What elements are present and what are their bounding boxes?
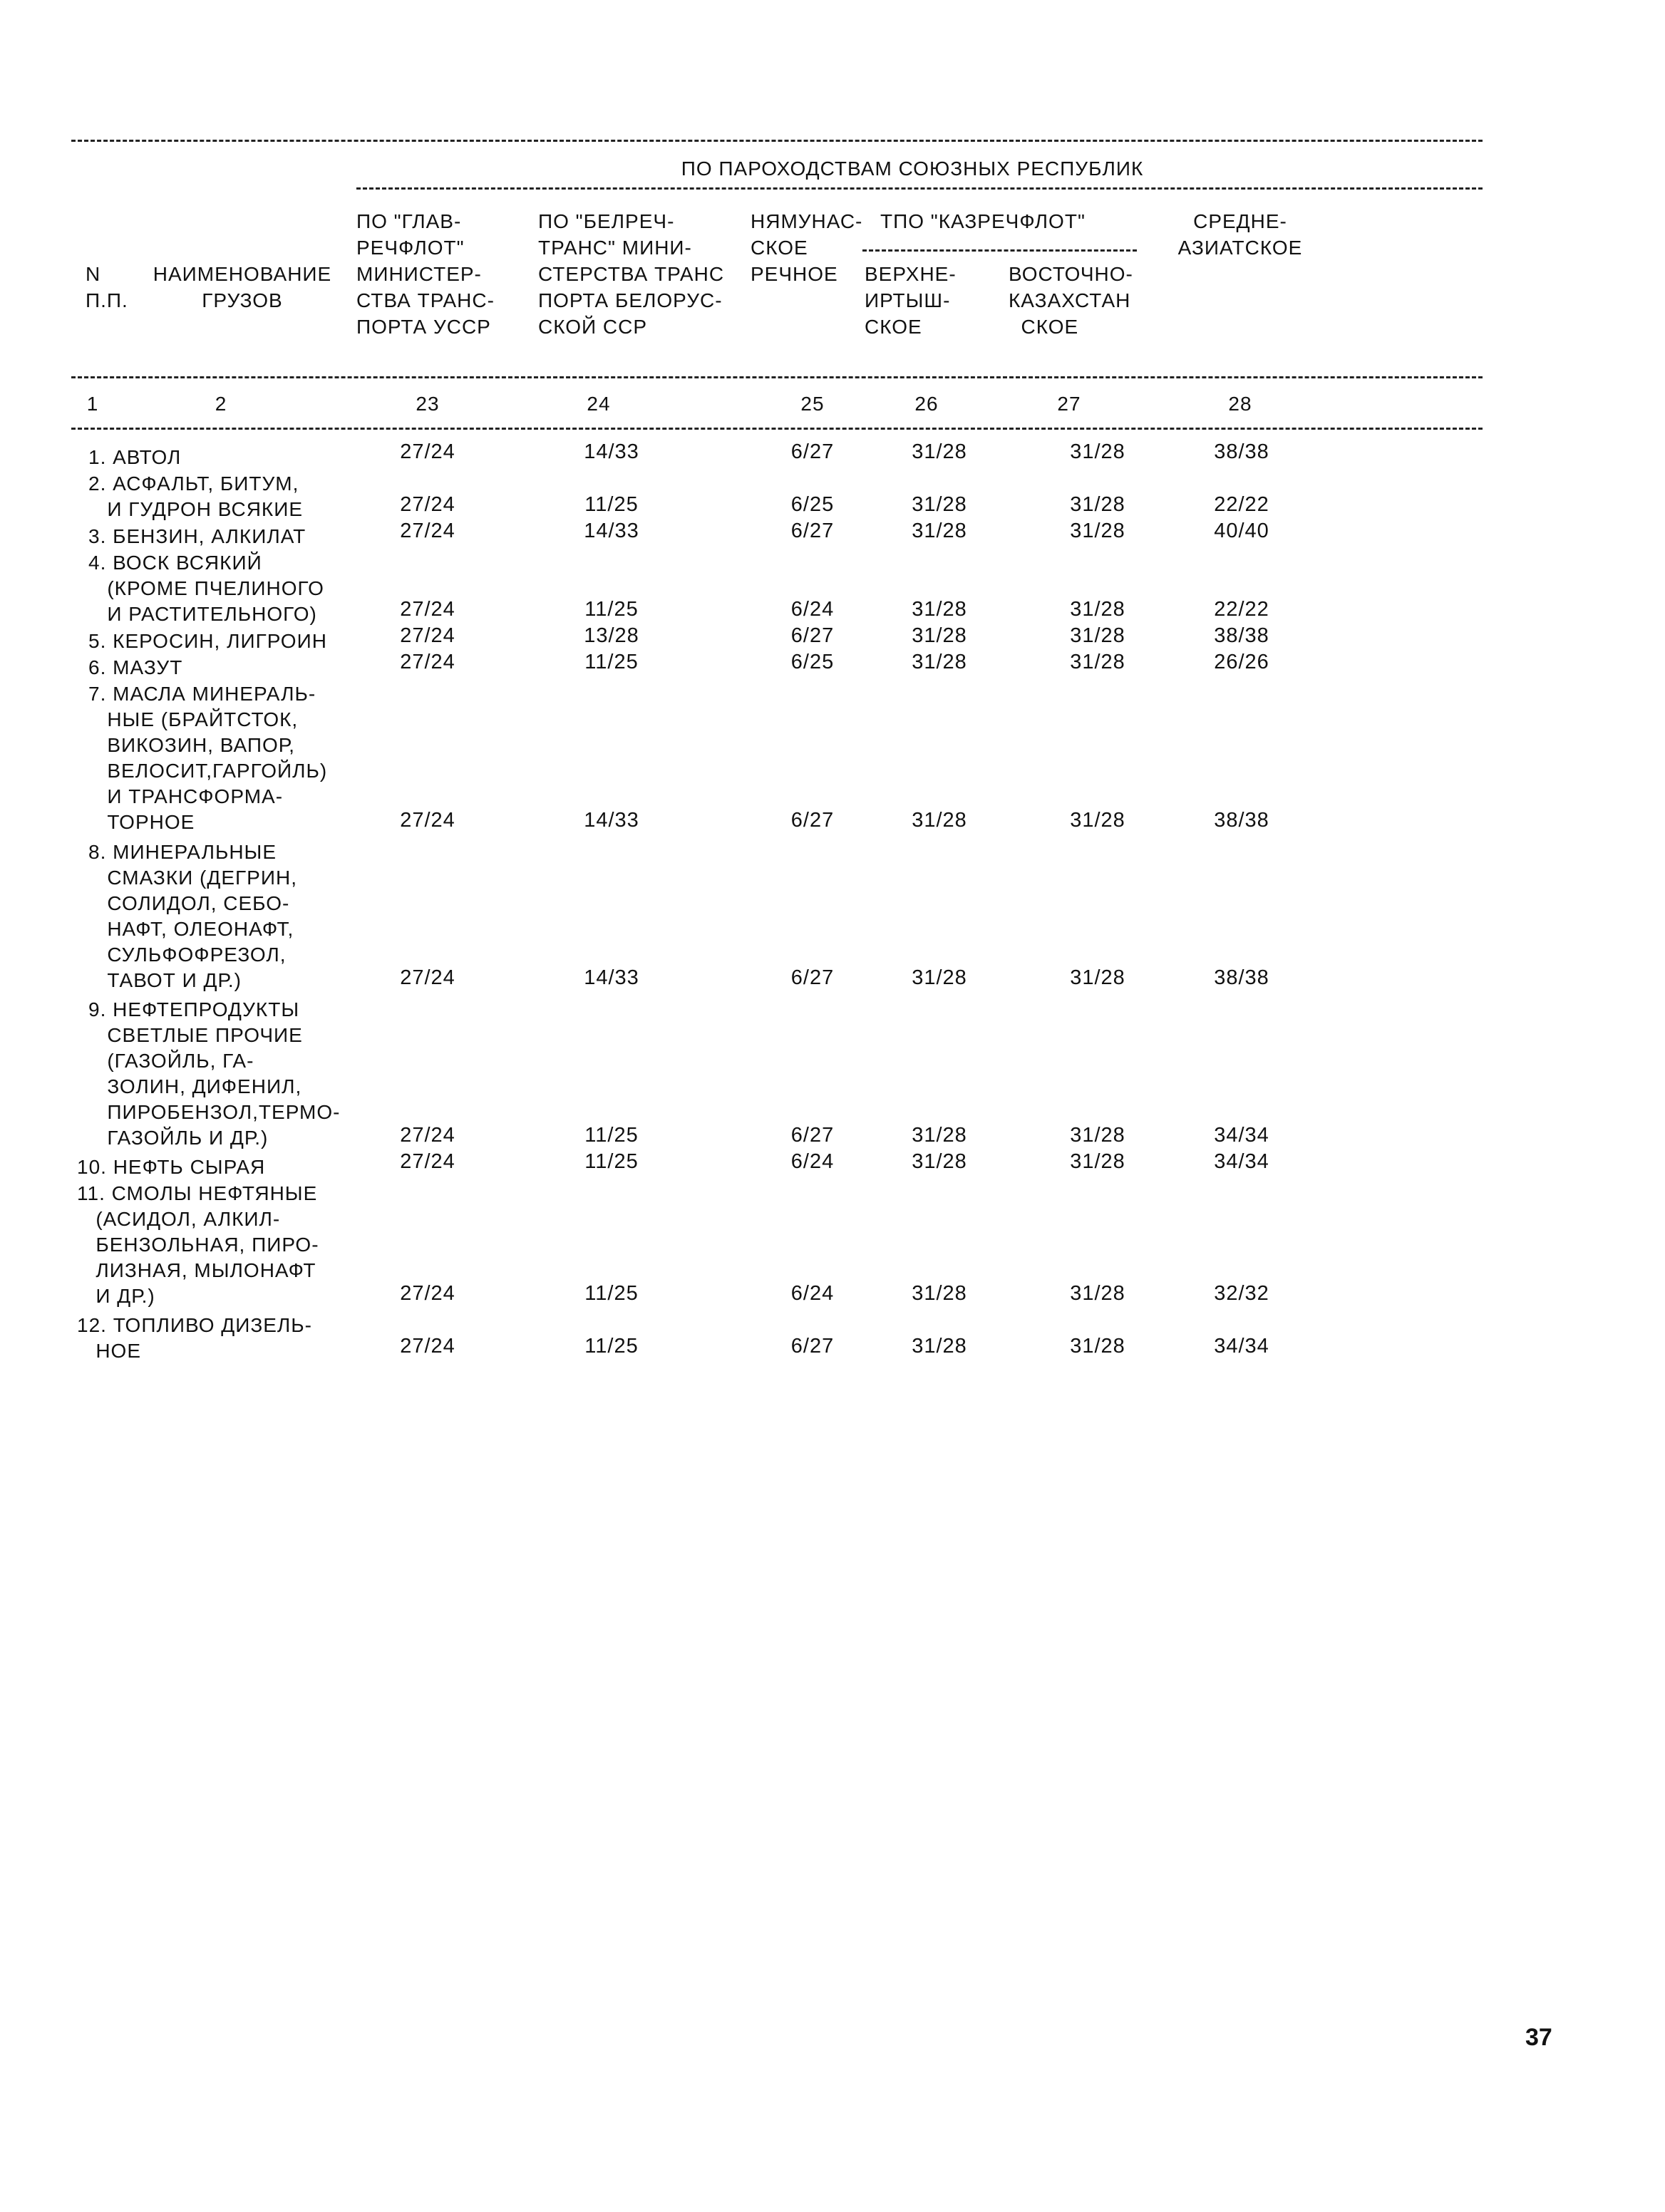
row-name: 2. АСФАЛЬТ, БИТУМ, И ГУДРОН ВСЯКИЕ <box>88 472 304 520</box>
col-header-23: ПО "ГЛАВ- РЕЧФЛОТ" МИНИСТЕР- СТВА ТРАНС- ПОРТА УССР <box>356 210 495 338</box>
row-name: 8. МИНЕРАЛЬНЫЕ СМАЗКИ (ДЕГРИН, СОЛИДОЛ, СЕБО- НАФТ, ОЛЕОНАФТ, СУЛЬФОФРЕЗОЛ, ТАВОТ И ДР.) <box>88 840 297 991</box>
cell-col-24: 14/33 <box>584 440 639 463</box>
cell-col-26: 31/28 <box>912 966 967 989</box>
cell-col-28: 34/34 <box>1214 1334 1269 1358</box>
cell-col-26: 31/28 <box>912 1124 967 1147</box>
cell-col-26: 31/28 <box>912 440 967 463</box>
cell-col-26: 31/28 <box>912 1150 967 1174</box>
page-number: 37 <box>1525 2024 1552 2051</box>
cell-col-25: 6/24 <box>790 1281 835 1305</box>
col-number: 24 <box>587 393 611 415</box>
cell-col-25: 6/27 <box>790 519 835 542</box>
cell-col-28: 34/34 <box>1214 1150 1269 1174</box>
cell-col-28: 22/22 <box>1214 492 1269 516</box>
col-number: 1 <box>86 393 99 415</box>
cell-col-23: 27/24 <box>400 966 455 989</box>
col-header-25: НЯМУНАС- СКОЕ РЕЧНОЕ <box>751 210 863 285</box>
col-number: 26 <box>914 393 939 415</box>
cell-col-27: 31/28 <box>1070 440 1125 463</box>
col-header-n: N П.П. <box>86 263 128 311</box>
row-name: 1. АВТОЛ <box>88 446 182 468</box>
cell-col-25: 6/27 <box>790 808 835 832</box>
cell-col-28: 32/32 <box>1214 1281 1269 1305</box>
group-title: ПО ПАРОХОДСТВАМ СОЮЗНЫХ РЕСПУБЛИК <box>681 157 1144 180</box>
cell-col-27: 31/28 <box>1070 966 1125 989</box>
cell-col-27: 31/28 <box>1070 1334 1125 1358</box>
row-name: 7. МАСЛА МИНЕРАЛЬ- НЫЕ (БРАЙТСТОК, ВИКОЗИН, ВАПОР, ВЕЛОСИТ,ГАРГОЙЛЬ) И ТРАНСФОРМА- ТОРНОЕ <box>88 683 328 834</box>
col-header-27: ВОСТОЧНО- КАЗАХСТАН СКОЕ <box>1009 263 1133 338</box>
cell-col-23: 27/24 <box>400 651 455 674</box>
cell-col-25: 6/27 <box>790 624 835 648</box>
cell-col-24: 11/25 <box>584 651 639 674</box>
cell-col-25: 6/27 <box>790 1334 835 1358</box>
cell-col-25: 6/25 <box>790 651 835 674</box>
cell-col-27: 31/28 <box>1070 492 1125 516</box>
cell-col-28: 26/26 <box>1214 651 1269 674</box>
cell-col-24: 11/25 <box>584 1334 639 1358</box>
cell-col-25: 6/25 <box>790 492 835 516</box>
cell-col-23: 27/24 <box>400 1150 455 1174</box>
cell-col-26: 31/28 <box>912 808 967 832</box>
cell-col-26: 31/28 <box>912 492 967 516</box>
cell-col-24: 14/33 <box>584 519 639 542</box>
cell-col-28: 38/38 <box>1214 808 1269 832</box>
cell-col-24: 14/33 <box>584 808 639 832</box>
cell-col-26: 31/28 <box>912 1334 967 1358</box>
cell-col-24: 13/28 <box>584 624 639 648</box>
cell-col-27: 31/28 <box>1070 519 1125 542</box>
col-header-name: НАИМЕНОВАНИЕ ГРУЗОВ <box>153 263 332 311</box>
cell-col-27: 31/28 <box>1070 1124 1125 1147</box>
col-number: 23 <box>416 393 440 415</box>
cell-col-23: 27/24 <box>400 808 455 832</box>
cell-col-28: 38/38 <box>1214 624 1269 648</box>
cell-col-28: 34/34 <box>1214 1124 1269 1147</box>
col-number: 28 <box>1228 393 1252 415</box>
cell-col-23: 27/24 <box>400 598 455 621</box>
col-number: 2 <box>215 393 227 415</box>
cell-col-27: 31/28 <box>1070 624 1125 648</box>
cell-col-25: 6/27 <box>790 966 835 989</box>
row-name: 9. НЕФТЕПРОДУКТЫ СВЕТЛЫЕ ПРОЧИЕ (ГАЗОЙЛЬ, ГА- ЗОЛИН, ДИФЕНИЛ, ПИРОБЕНЗОЛ,ТЕРМО- ГАЗОЙЛЬ И ДР.) <box>88 998 341 1149</box>
row-name: 3. БЕНЗИН, АЛКИЛАТ <box>88 524 306 547</box>
numbers-bottom-rule <box>71 428 1483 430</box>
row-name: 10. НЕФТЬ СЫРАЯ <box>77 1156 266 1179</box>
cell-col-23: 27/24 <box>400 492 455 516</box>
cell-col-24: 11/25 <box>584 598 639 621</box>
cell-col-24: 11/25 <box>584 1281 639 1305</box>
col-header-tpo: ТПО "КАЗРЕЧФЛОТ" <box>880 210 1086 232</box>
cell-col-25: 6/24 <box>790 598 835 621</box>
cell-col-26: 31/28 <box>912 1281 967 1305</box>
cell-col-23: 27/24 <box>400 624 455 648</box>
cell-col-27: 31/28 <box>1070 808 1125 832</box>
header-bottom-rule <box>71 376 1483 378</box>
cell-col-28: 38/38 <box>1214 966 1269 989</box>
cell-col-26: 31/28 <box>912 519 967 542</box>
cell-col-23: 27/24 <box>400 1124 455 1147</box>
row-name: 4. ВОСК ВСЯКИЙ (КРОМЕ ПЧЕЛИНОГО И РАСТИТЕЛЬНОГО) <box>88 551 324 625</box>
row-name: 5. КЕРОСИН, ЛИГРОИН <box>88 630 327 653</box>
cell-col-24: 11/25 <box>584 492 639 516</box>
cell-col-28: 38/38 <box>1214 440 1269 463</box>
cell-col-26: 31/28 <box>912 624 967 648</box>
row-name: 11. СМОЛЫ НЕФТЯНЫЕ (АСИДОЛ, АЛКИЛ- БЕНЗОЛЬНАЯ, ПИРО- ЛИЗНАЯ, МЫЛОНАФТ И ДР.) <box>77 1182 319 1308</box>
cell-col-28: 22/22 <box>1214 598 1269 621</box>
cell-col-25: 6/27 <box>790 1124 835 1147</box>
cell-col-27: 31/28 <box>1070 1281 1125 1305</box>
row-name: 12. ТОПЛИВО ДИЗЕЛЬ- НОЕ <box>77 1313 313 1362</box>
group-header-rule <box>356 187 1483 190</box>
col-number: 25 <box>800 393 825 415</box>
cell-col-23: 27/24 <box>400 440 455 463</box>
cell-col-23: 27/24 <box>400 1334 455 1358</box>
cell-col-23: 27/24 <box>400 519 455 542</box>
cell-col-23: 27/24 <box>400 1281 455 1305</box>
row-name: 6. МАЗУТ <box>88 656 183 679</box>
cell-col-25: 6/24 <box>790 1150 835 1174</box>
cell-col-28: 40/40 <box>1214 519 1269 542</box>
cell-col-27: 31/28 <box>1070 651 1125 674</box>
cell-col-24: 14/33 <box>584 966 639 989</box>
cell-col-24: 11/25 <box>584 1124 639 1147</box>
cell-col-27: 31/28 <box>1070 1150 1125 1174</box>
col-number: 27 <box>1057 393 1081 415</box>
cell-col-25: 6/27 <box>790 440 835 463</box>
top-rule <box>71 140 1483 142</box>
tpo-underline <box>862 249 1137 252</box>
col-header-28: СРЕДНЕ- АЗИАТСКОЕ <box>1177 210 1303 259</box>
cell-col-27: 31/28 <box>1070 598 1125 621</box>
col-header-26: ВЕРХНЕ- ИРТЫШ- СКОЕ <box>865 263 957 338</box>
cell-col-26: 31/28 <box>912 598 967 621</box>
cell-col-26: 31/28 <box>912 651 967 674</box>
col-header-24: ПО "БЕЛРЕЧ- ТРАНС" МИНИ- СТЕРСТВА ТРАНС ПОРТА БЕЛОРУС- СКОЙ ССР <box>538 210 725 338</box>
cell-col-24: 11/25 <box>584 1150 639 1174</box>
